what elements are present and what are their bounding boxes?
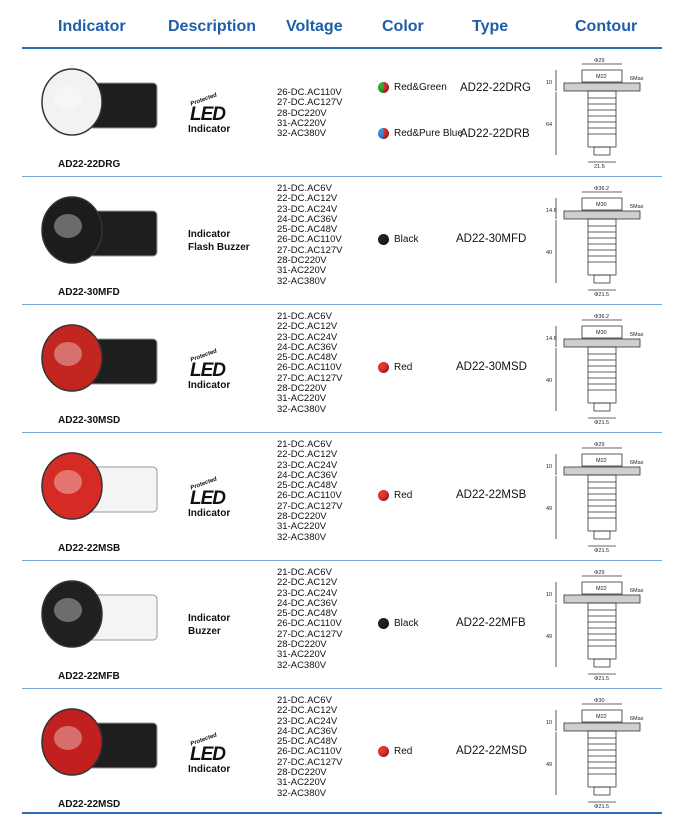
voltage-item: 27-DC.AC127V bbox=[277, 244, 343, 256]
voltage-item: 24-DC.AC36V bbox=[277, 341, 338, 353]
color-label: Black bbox=[394, 618, 419, 629]
voltage-item: 28-DC220V bbox=[277, 383, 327, 395]
type-code: AD22-22DRG bbox=[460, 82, 531, 94]
led-indicator-text: Indicator bbox=[188, 508, 231, 519]
contour-drawing bbox=[542, 56, 654, 170]
header-indicator: Indicator bbox=[58, 18, 126, 35]
contour-drawing bbox=[542, 696, 654, 810]
description-line: Flash Buzzer bbox=[188, 242, 250, 253]
contour-dimension: 6Max bbox=[630, 76, 644, 82]
model-label: AD22-22MSD bbox=[58, 799, 121, 810]
voltage-item: 26-DC.AC110V bbox=[277, 234, 342, 246]
voltage-item: 27-DC.AC127V bbox=[277, 97, 343, 109]
contour-dimension: Φ29 bbox=[594, 442, 605, 448]
contour-dimension: Φ21.5 bbox=[594, 676, 610, 682]
voltage-list bbox=[277, 568, 342, 671]
type-code: AD22-22MFB bbox=[456, 617, 526, 629]
voltage-item: 26-DC.AC110V bbox=[277, 618, 342, 630]
voltage-item: 32-AC380V bbox=[277, 275, 327, 287]
voltage-item: 22-DC.AC12V bbox=[277, 321, 338, 333]
model-label: AD22-22MFB bbox=[58, 671, 120, 682]
contour-dimension: 10 bbox=[546, 720, 553, 726]
voltage-item: 31-AC220V bbox=[277, 117, 327, 129]
color-option bbox=[378, 128, 463, 139]
contour-dimension: 10 bbox=[546, 592, 553, 598]
voltage-item: 23-DC.AC24V bbox=[277, 203, 338, 215]
contour-dimension: 14.6 bbox=[546, 336, 557, 342]
contour-drawing bbox=[542, 312, 654, 426]
table-row bbox=[22, 434, 662, 561]
contour-dimension: M22 bbox=[596, 74, 607, 80]
voltage-item: 31-AC220V bbox=[277, 265, 327, 277]
voltage-item: 31-AC220V bbox=[277, 521, 327, 533]
contour-dimension: 40 bbox=[546, 378, 553, 384]
voltage-item: 31-AC220V bbox=[277, 649, 327, 661]
voltage-item: 21-DC.AC6V bbox=[277, 695, 332, 706]
model-label: AD22-30MSD bbox=[58, 415, 121, 426]
contour-dimension: M30 bbox=[596, 330, 607, 336]
led-logo bbox=[188, 472, 248, 519]
color-label: Red&Pure Blue bbox=[394, 128, 463, 139]
voltage-item: 22-DC.AC12V bbox=[277, 705, 338, 717]
voltage-item: 25-DC.AC48V bbox=[277, 608, 338, 620]
voltage-item: 22-DC.AC12V bbox=[277, 193, 338, 205]
color-label: Red&Green bbox=[394, 82, 447, 93]
color-option bbox=[378, 490, 412, 501]
voltage-item: 21-DC.AC6V bbox=[277, 567, 332, 578]
voltage-item: 28-DC220V bbox=[277, 639, 327, 651]
voltage-item: 27-DC.AC127V bbox=[277, 628, 343, 640]
contour-dimension: 6Max bbox=[630, 460, 644, 466]
voltage-item: 28-DC220V bbox=[277, 255, 327, 267]
led-text: LED bbox=[190, 104, 225, 125]
description-line: Buzzer bbox=[188, 626, 221, 637]
model-label: AD22-30MFD bbox=[58, 287, 120, 298]
led-logo bbox=[188, 344, 248, 391]
model-label: AD22-22DRG bbox=[58, 159, 121, 170]
led-text: LED bbox=[190, 360, 225, 381]
contour-dimension: M22 bbox=[596, 458, 607, 464]
header-contour: Contour bbox=[575, 18, 638, 35]
contour-dimension: 10 bbox=[546, 464, 553, 470]
led-text: LED bbox=[190, 744, 225, 765]
color-option bbox=[378, 362, 412, 373]
contour-dimension: Φ36.2 bbox=[594, 186, 610, 192]
color-label: Black bbox=[394, 234, 419, 245]
description-line: Indicator bbox=[188, 229, 231, 240]
voltage-item: 28-DC220V bbox=[277, 767, 327, 779]
voltage-list bbox=[277, 696, 342, 799]
voltage-item: 32-AC380V bbox=[277, 787, 327, 799]
voltage-item: 31-AC220V bbox=[277, 393, 327, 405]
voltage-item: 32-AC380V bbox=[277, 128, 327, 140]
contour-dimension: M30 bbox=[596, 202, 607, 208]
color-dot-icon bbox=[378, 746, 389, 757]
contour-dimension: Φ36.2 bbox=[594, 314, 610, 320]
contour-dimension: 10 bbox=[546, 80, 553, 86]
voltage-item: 23-DC.AC24V bbox=[277, 715, 338, 727]
contour-dimension: M22 bbox=[596, 586, 607, 592]
contour-dimension: 5Max bbox=[630, 332, 644, 338]
voltage-list bbox=[277, 88, 342, 139]
contour-drawing bbox=[542, 184, 654, 298]
contour-dimension: 64 bbox=[546, 122, 553, 128]
voltage-item: 26-DC.AC110V bbox=[277, 490, 342, 502]
color-option bbox=[378, 746, 412, 757]
table-header bbox=[0, 0, 673, 52]
header-divider bbox=[22, 47, 662, 49]
voltage-item: 28-DC220V bbox=[277, 511, 327, 523]
table-row bbox=[22, 178, 662, 305]
contour-dimension: 49 bbox=[546, 634, 553, 640]
product-photo bbox=[32, 58, 162, 148]
led-indicator-text: Indicator bbox=[188, 764, 231, 775]
voltage-list bbox=[277, 312, 342, 415]
model-label: AD22-22MSB bbox=[58, 543, 121, 554]
product-photo bbox=[32, 698, 162, 788]
contour-dimension: Φ21.5 bbox=[594, 804, 610, 810]
voltage-item: 32-AC380V bbox=[277, 403, 327, 415]
color-dot-icon bbox=[378, 234, 389, 245]
color-label: Red bbox=[394, 362, 413, 373]
led-text: LED bbox=[190, 488, 225, 509]
voltage-item: 26-DC.AC110V bbox=[277, 87, 342, 98]
type-code: AD22-22MSD bbox=[456, 745, 527, 757]
contour-dimension: 49 bbox=[546, 506, 553, 512]
type-code: AD22-22MSB bbox=[456, 489, 527, 501]
voltage-item: 24-DC.AC36V bbox=[277, 725, 338, 737]
header-type: Type bbox=[472, 18, 509, 35]
contour-dimension: M22 bbox=[596, 714, 607, 720]
led-protected-text: Protected bbox=[189, 476, 218, 492]
contour-dimension: 6Max bbox=[630, 588, 644, 594]
voltage-item: 24-DC.AC36V bbox=[277, 213, 338, 225]
type-code: AD22-30MSD bbox=[456, 361, 527, 373]
product-photo bbox=[32, 186, 162, 276]
color-dot-icon bbox=[378, 490, 389, 501]
color-label: Red bbox=[394, 490, 413, 501]
voltage-item: 23-DC.AC24V bbox=[277, 459, 338, 471]
color-dot-icon bbox=[378, 618, 389, 629]
color-label: Red bbox=[394, 746, 413, 757]
voltage-item: 31-AC220V bbox=[277, 777, 327, 789]
voltage-item: 27-DC.AC127V bbox=[277, 756, 343, 768]
type-code: AD22-30MFD bbox=[456, 233, 527, 245]
contour-dimension: Φ29 bbox=[594, 570, 605, 576]
voltage-list bbox=[277, 184, 342, 287]
contour-dimension: 21.5 bbox=[594, 164, 605, 170]
voltage-item: 22-DC.AC12V bbox=[277, 449, 338, 461]
contour-dimension: Φ21.5 bbox=[594, 420, 610, 426]
led-logo bbox=[188, 728, 248, 775]
color-option bbox=[378, 82, 447, 93]
color-dot-icon bbox=[378, 362, 389, 373]
voltage-item: 26-DC.AC110V bbox=[277, 362, 342, 374]
contour-dimension: 40 bbox=[546, 250, 553, 256]
product-photo bbox=[32, 314, 162, 404]
color-option bbox=[378, 234, 418, 245]
contour-dimension: Φ30 bbox=[594, 698, 605, 704]
led-indicator-text: Indicator bbox=[188, 380, 231, 391]
table-row bbox=[22, 690, 662, 816]
contour-dimension: Φ21.5 bbox=[594, 548, 610, 554]
contour-dimension: 5Max bbox=[630, 204, 644, 210]
voltage-item: 25-DC.AC48V bbox=[277, 480, 338, 492]
product-photo bbox=[32, 570, 162, 660]
voltage-item: 32-AC380V bbox=[277, 531, 327, 543]
voltage-item: 24-DC.AC36V bbox=[277, 469, 338, 481]
voltage-item: 25-DC.AC48V bbox=[277, 736, 338, 748]
voltage-item: 21-DC.AC6V bbox=[277, 183, 332, 194]
voltage-item: 23-DC.AC24V bbox=[277, 331, 338, 343]
voltage-item: 24-DC.AC36V bbox=[277, 597, 338, 609]
voltage-item: 32-AC380V bbox=[277, 659, 327, 671]
description-line: Indicator bbox=[188, 613, 231, 624]
description-text bbox=[188, 228, 250, 254]
led-protected-text: Protected bbox=[189, 348, 218, 364]
voltage-item: 27-DC.AC127V bbox=[277, 372, 343, 384]
description-text bbox=[188, 612, 230, 638]
voltage-item: 25-DC.AC48V bbox=[277, 352, 338, 364]
voltage-item: 26-DC.AC110V bbox=[277, 746, 342, 758]
contour-dimension: 6Max bbox=[630, 716, 644, 722]
color-option bbox=[378, 618, 418, 629]
contour-drawing bbox=[542, 440, 654, 554]
voltage-item: 28-DC220V bbox=[277, 107, 327, 119]
led-protected-text: Protected bbox=[189, 92, 218, 108]
product-photo bbox=[32, 442, 162, 532]
table-row bbox=[22, 50, 662, 177]
voltage-item: 27-DC.AC127V bbox=[277, 500, 343, 512]
voltage-item: 22-DC.AC12V bbox=[277, 577, 338, 589]
led-logo bbox=[188, 88, 248, 135]
voltage-item: 21-DC.AC6V bbox=[277, 439, 332, 450]
voltage-item: 23-DC.AC24V bbox=[277, 587, 338, 599]
contour-dimension: 49 bbox=[546, 762, 553, 768]
voltage-item: 25-DC.AC48V bbox=[277, 224, 338, 236]
contour-dimension: Φ29 bbox=[594, 58, 605, 64]
voltage-list bbox=[277, 440, 342, 543]
contour-dimension: Φ21.5 bbox=[594, 292, 610, 298]
color-dot-icon bbox=[378, 82, 389, 93]
color-dot-icon bbox=[378, 128, 389, 139]
voltage-item: 21-DC.AC6V bbox=[277, 311, 332, 322]
contour-drawing bbox=[542, 568, 654, 682]
table-row bbox=[22, 306, 662, 433]
header-description: Description bbox=[168, 18, 257, 35]
led-protected-text: Protected bbox=[189, 732, 218, 748]
led-indicator-text: Indicator bbox=[188, 124, 231, 135]
contour-dimension: 14.6 bbox=[546, 208, 557, 214]
type-code: AD22-22DRB bbox=[460, 128, 530, 140]
header-voltage: Voltage bbox=[286, 18, 343, 35]
table-row bbox=[22, 562, 662, 689]
header-color: Color bbox=[382, 18, 424, 35]
